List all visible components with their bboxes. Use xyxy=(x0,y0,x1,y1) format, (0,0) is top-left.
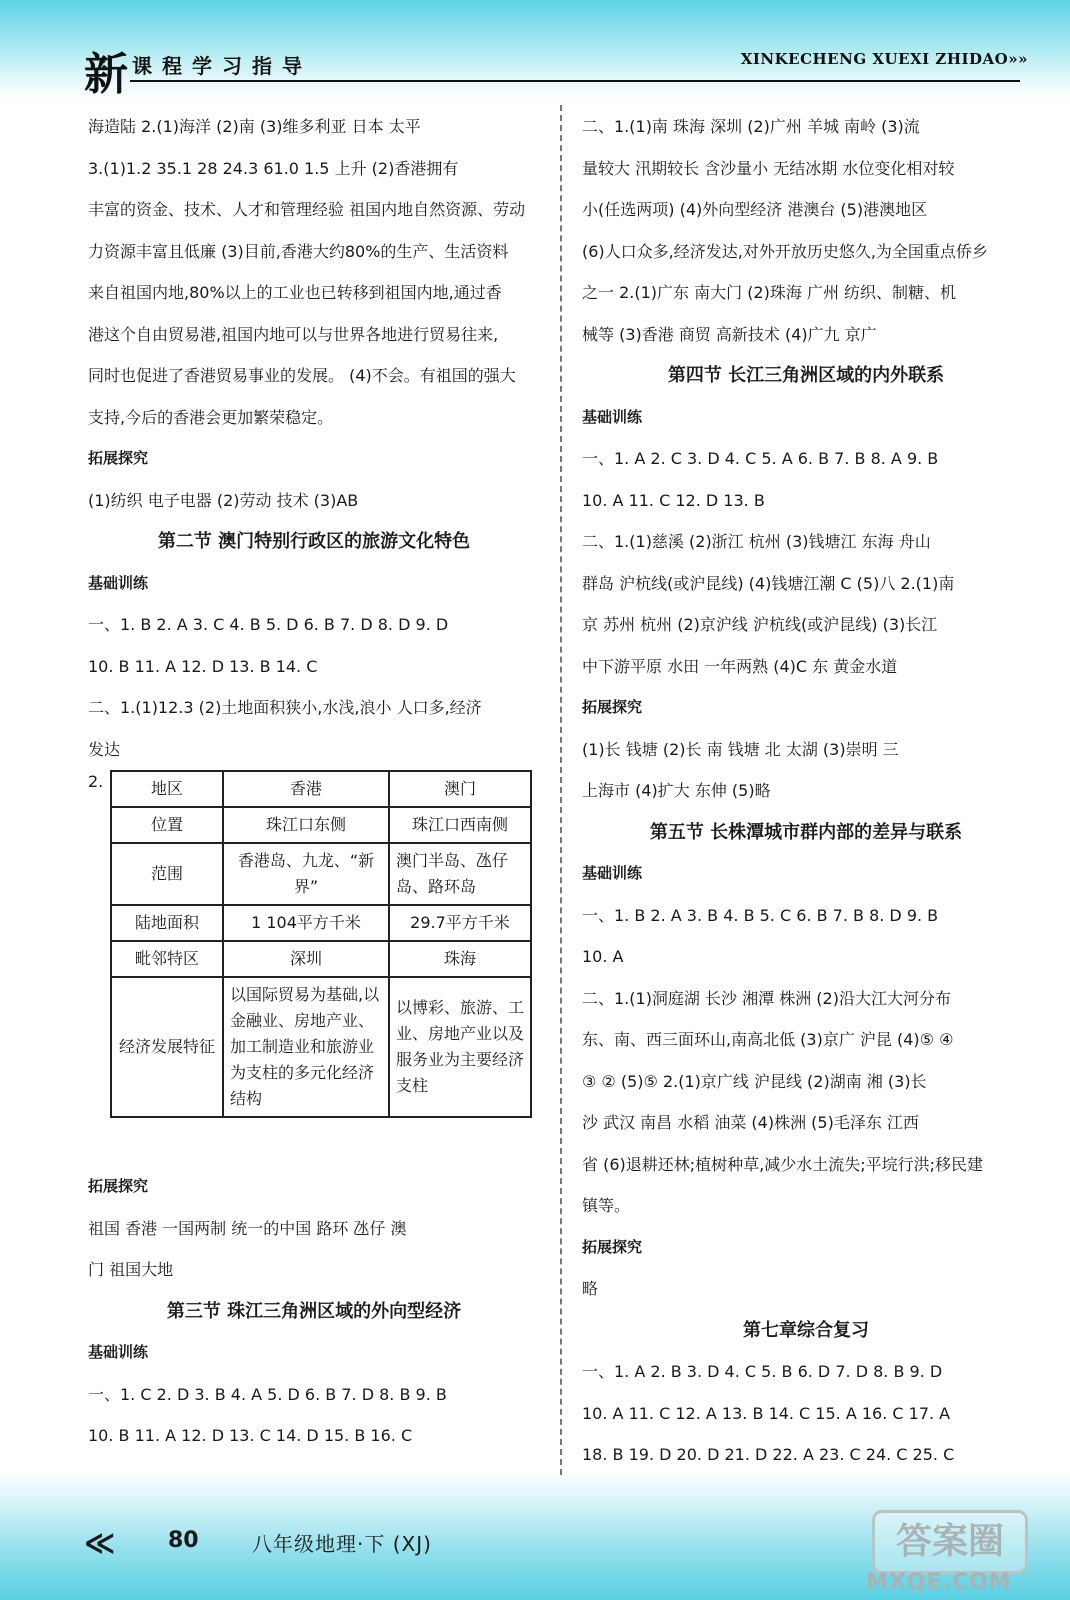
table-cell: 毗邻特区 xyxy=(111,941,223,977)
answer-line: 一、1. B 2. A 3. B 4. B 5. C 6. B 7. B 8. D 9. B xyxy=(582,905,939,925)
answer-line: 群岛 沪杭线(或沪昆线) (4)钱塘江潮 C (5)八 2.(1)南 xyxy=(582,573,955,593)
section-heading: 第三节 珠江三角洲区域的外向型经济 xyxy=(166,1300,462,1322)
comparison-table xyxy=(110,770,532,1118)
answer-line: 10. A xyxy=(582,947,624,966)
answer-line: 港这个自由贸易港,祖国内地可以与世界各地进行贸易往来, xyxy=(88,324,499,344)
table-cell: 陆地面积 xyxy=(111,905,223,941)
watermark-url: MXQE.COM xyxy=(866,1570,1012,1595)
question-number: 2. xyxy=(88,772,104,791)
double-chevron-left-icon: ≪ xyxy=(84,1526,116,1561)
table-cell: 香港 xyxy=(223,771,389,807)
answer-line: 同时也促进了香港贸易事业的发展。 (4)不会。有祖国的强大 xyxy=(88,366,516,385)
subsection-heading: 基础训练 xyxy=(88,573,149,592)
table-cell: 以博彩、旅游、工业、房地产业以及服务业为主要经济支柱 xyxy=(389,977,531,1117)
answer-line: ③ ② (5)⑤ 2.(1)京广线 沪昆线 (2)湖南 湘 (3)长 xyxy=(582,1071,927,1091)
answer-line: 海造陆 2.(1)海洋 (2)南 (3)维多利亚 日本 太平 xyxy=(88,117,421,136)
answer-line: 东、南、西三面环山,南高北低 (3)京广 沪昆 (4)⑤ ④ xyxy=(582,1030,954,1049)
subsection-heading: 基础训练 xyxy=(582,407,643,426)
answer-line: 丰富的资金、技术、人才和管理经验 祖国内地自然资源、劳动 xyxy=(88,200,526,219)
answer-line: 一、1. A 2. C 3. D 4. C 5. A 6. B 7. B 8. A 9. B xyxy=(582,449,939,468)
answer-line: 10. A 11. C 12. D 13. B xyxy=(582,490,765,510)
answer-line: 3.(1)1.2 35.1 28 24.3 61.0 1.5 上升 (2)香港拥有 xyxy=(88,158,459,178)
table-cell: 深圳 xyxy=(223,941,389,977)
watermark-logo: 答案圈 xyxy=(872,1510,1028,1574)
table-cell: 地区 xyxy=(111,771,223,807)
answer-line: 支持,今后的香港会更加繁荣稳定。 xyxy=(88,407,334,427)
section-heading: 第二节 澳门特别行政区的旅游文化特色 xyxy=(157,531,471,552)
answer-line: 略 xyxy=(582,1279,599,1298)
answer-line: 京 苏州 杭州 (2)京沪线 沪杭线(或沪昆线) (3)长江 xyxy=(582,615,938,634)
subsection-heading: 基础训练 xyxy=(582,864,643,882)
answer-line: 镇等。 xyxy=(582,1196,631,1215)
table-cell: 澳门半岛、氹仔岛、路环岛 xyxy=(389,843,531,905)
answer-line: 力资源丰富且低廉 (3)目前,香港大约80%的生产、生活资料 xyxy=(88,241,509,261)
table-cell: 范围 xyxy=(111,843,223,905)
logo: 新 xyxy=(84,49,128,100)
table-row xyxy=(111,977,531,1117)
section-heading: 第五节 长株潭城市群内部的差异与联系 xyxy=(649,821,963,843)
answer-line: 一、1. A 2. B 3. D 4. C 5. B 6. D 7. D 8. B 9. D xyxy=(582,1362,943,1381)
left-column xyxy=(88,106,540,1457)
section-heading: 第七章综合复习 xyxy=(743,1319,869,1341)
book-title: 八年级地理·下 (XJ) xyxy=(252,1532,432,1556)
answer-line: 门 祖国大地 xyxy=(88,1260,174,1279)
answer-line: 省 (6)退耕还林;植树种草,减少水土流失;平垸行洪;移民建 xyxy=(582,1154,984,1174)
subsection-heading: 拓展探究 xyxy=(88,449,149,467)
table-row xyxy=(111,843,531,905)
answer-line: 一、1. B 2. A 3. C 4. B 5. D 6. B 7. D 8. D 9. D xyxy=(88,615,449,634)
column-divider xyxy=(560,105,562,1475)
table-row xyxy=(111,941,531,977)
answer-line: 18. B 19. D 20. D 21. D 22. A 23. C 24. C 25. C xyxy=(582,1445,955,1464)
table-cell: 澳门 xyxy=(389,771,531,807)
table-row xyxy=(111,807,531,843)
answer-line: 之一 2.(1)广东 南大门 (2)珠海 广州 纺织、制糖、机 xyxy=(582,283,957,302)
answer-line: 二、1.(1)12.3 (2)土地面积狭小,水浅,浪小 人口多,经济 xyxy=(88,698,482,717)
table-cell: 29.7平方千米 xyxy=(389,905,531,941)
table-cell: 以国际贸易为基础,以金融业、房地产业、加工制造业和旅游业为支柱的多元化经济结构 xyxy=(223,977,389,1117)
answer-line: 祖国 香港 一国两制 统一的中国 路环 氹仔 澳 xyxy=(88,1218,407,1238)
table-cell: 珠江口东侧 xyxy=(223,807,389,843)
right-column xyxy=(582,106,1030,1476)
header-pinyin-text: XINKECHENG XUEXI ZHIDAO xyxy=(740,50,1009,68)
answer-line: 沙 武汉 南昌 水稻 油菜 (4)株洲 (5)毛泽东 江西 xyxy=(582,1113,919,1132)
answer-line: 10. A 11. C 12. A 13. B 14. C 15. A 16. C 17. A xyxy=(582,1403,951,1423)
table-row xyxy=(111,905,531,941)
table-row xyxy=(111,771,531,807)
subsection-heading: 基础训练 xyxy=(88,1343,149,1361)
header-pinyin xyxy=(741,50,1028,68)
answer-line: 上海市 (4)扩大 东伸 (5)略 xyxy=(582,781,771,800)
table-cell: 珠海 xyxy=(389,941,531,977)
answer-line: 二、1.(1)南 珠海 深圳 (2)广州 羊城 南岭 (3)流 xyxy=(582,117,920,136)
answer-line: 中下游平原 水田 一年两熟 (4)C 东 黄金水道 xyxy=(582,656,898,676)
answer-line: 量较大 汛期较长 含沙量小 无结冰期 水位变化相对较 xyxy=(582,158,955,178)
answer-line: 发达 xyxy=(88,739,121,759)
answer-line: (6)人口众多,经济发达,对外开放历史悠久,为全国重点侨乡 xyxy=(582,241,988,261)
answer-line: 10. B 11. A 12. D 13. B 14. C xyxy=(88,656,318,676)
answer-line: 一、1. C 2. D 3. B 4. A 5. D 6. B 7. D 8. B 9. B xyxy=(88,1384,447,1404)
double-chevron-right-icon: »» xyxy=(1008,50,1028,68)
table-cell: 香港岛、九龙、“新界” xyxy=(223,843,389,905)
table-cell: 经济发展特征 xyxy=(111,977,223,1117)
answer-line: 二、1.(1)慈溪 (2)浙江 杭州 (3)钱塘江 东海 舟山 xyxy=(582,532,931,551)
subsection-heading: 拓展探究 xyxy=(582,1237,643,1256)
subsection-heading: 拓展探究 xyxy=(88,1177,149,1195)
header-title: 课程学习指导 xyxy=(132,54,312,78)
answer-line: 10. B 11. A 12. D 13. C 14. D 15. B 16. C xyxy=(88,1426,413,1445)
header-rule xyxy=(130,80,1020,82)
answer-line: 二、1.(1)洞庭湖 长沙 湘潭 株洲 (2)沿大江大河分布 xyxy=(582,988,951,1008)
page-number: 80 xyxy=(168,1528,199,1553)
answer-line: 小(任选两项) (4)外向型经济 港澳台 (5)港澳地区 xyxy=(582,200,928,219)
table-cell: 1 104平方千米 xyxy=(223,905,389,941)
answer-line: 械等 (3)香港 商贸 高新技术 (4)广九 京广 xyxy=(582,324,877,344)
answer-line: (1)纺织 电子电器 (2)劳动 技术 (3)AB xyxy=(88,490,359,510)
table-cell: 位置 xyxy=(111,807,223,843)
answer-line: 来自祖国内地,80%以上的工业也已转移到祖国内地,通过香 xyxy=(88,283,502,302)
subsection-heading: 拓展探究 xyxy=(582,698,643,716)
answer-line: (1)长 钱塘 (2)长 南 钱塘 北 太湖 (3)崇明 三 xyxy=(582,739,899,759)
table-cell: 珠江口西南侧 xyxy=(389,807,531,843)
comparison-table-block xyxy=(88,770,540,1166)
section-heading: 第四节 长江三角洲区域的内外联系 xyxy=(667,365,945,386)
